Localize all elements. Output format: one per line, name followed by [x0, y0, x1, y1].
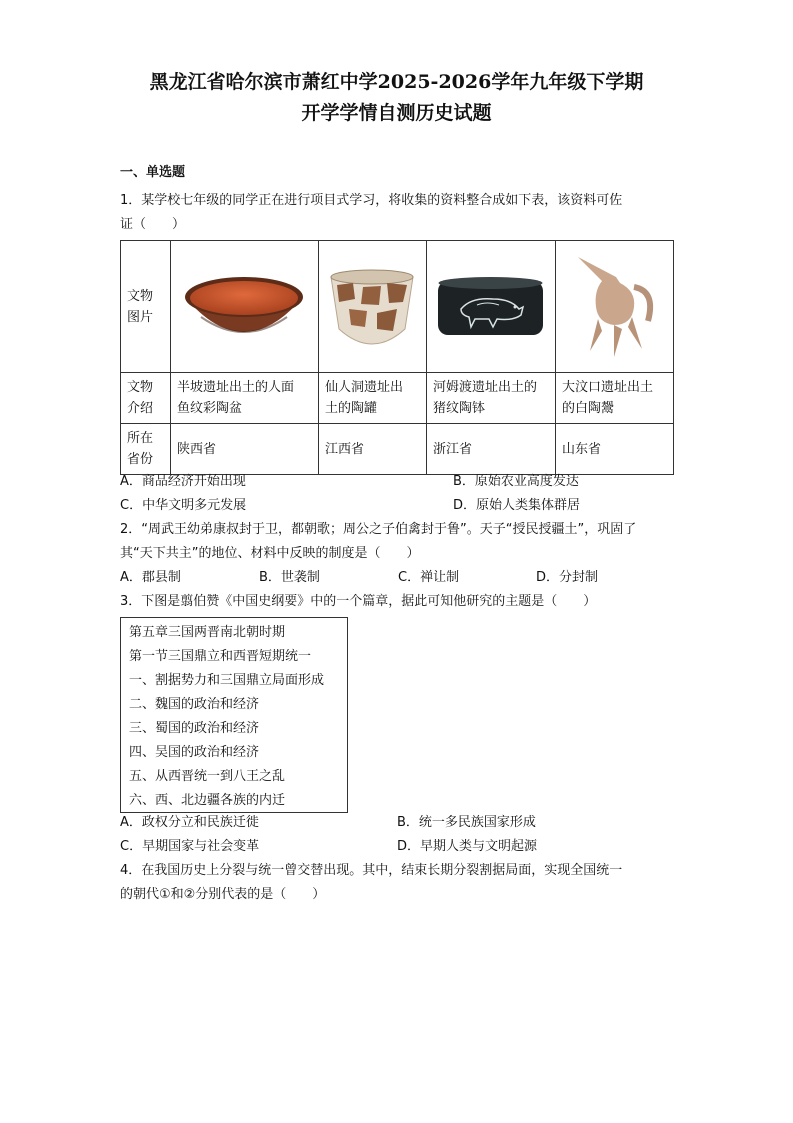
book-chapter-outline: [120, 617, 348, 813]
q3-option-c[interactable]: C．早期国家与社会变革: [120, 839, 260, 854]
intro-line: 鱼纹彩陶盆: [177, 401, 243, 416]
row-header-line: 文物: [127, 380, 154, 395]
artifact-province: 陕西省: [171, 424, 319, 475]
table-row: [121, 424, 674, 475]
row-header: [121, 373, 171, 424]
artifact-intro: [427, 373, 556, 424]
row-header-line: 省份: [127, 452, 154, 467]
outline-line: 二、魏国的政治和经济: [129, 697, 260, 712]
row-header: [121, 424, 171, 475]
row-header-line: 文物: [127, 288, 154, 304]
artifact-province: 浙江省: [427, 424, 556, 475]
q4-stem-line2: 的朝代①和②分别代表的是（ ）: [120, 887, 326, 902]
outline-line: 一、割据势力和三国鼎立局面形成: [129, 673, 325, 688]
intro-line: 河姆渡遗址出土的: [433, 380, 538, 395]
artifact-intro: [319, 373, 427, 424]
intro-line: 土的陶罐: [325, 401, 378, 416]
pig-pattern-bowl-icon: [427, 247, 554, 367]
outline-line: 五、从西晋统一到八王之乱: [129, 769, 286, 784]
artifact-image-cell: [171, 241, 319, 373]
artifact-province: 江西省: [319, 424, 427, 475]
outline-line: 六、西、北边疆各族的内迁: [129, 793, 286, 808]
artifact-image-cell: [556, 241, 674, 373]
outline-line: 四、吴国的政治和经济: [129, 745, 260, 760]
q3-option-d[interactable]: D．早期人类与文明起源: [397, 839, 538, 854]
q3-option-b[interactable]: B．统一多民族国家形成: [397, 815, 536, 830]
page-title-line1: 黑龙江省哈尔滨市萧红中学2025-2026学年九年级下学期: [149, 71, 644, 93]
intro-line: 大汶口遗址出土: [562, 380, 654, 395]
q2-option-a[interactable]: A．郡县制: [120, 570, 181, 585]
artifact-table: [120, 240, 674, 475]
q1-option-c[interactable]: C．中华文明多元发展: [120, 498, 247, 513]
intro-line: 半坡遗址出土的人面: [177, 380, 295, 395]
outline-line: 三、蜀国的政治和经济: [129, 721, 260, 736]
row-header: [121, 241, 171, 373]
q3-option-a[interactable]: A．政权分立和民族迁徙: [120, 815, 259, 830]
intro-line: 的白陶鬶: [562, 401, 615, 416]
artifact-intro: [556, 373, 674, 424]
row-header-line: 所在: [127, 431, 154, 446]
q1-stem-line2: 证（ ）: [120, 217, 186, 232]
table-row: [121, 241, 674, 373]
section-heading: 一、单选题: [120, 165, 186, 180]
table-row: [121, 373, 674, 424]
q1-stem-line1: 1．某学校七年级的同学正在进行项目式学习，将收集的资料整合成如下表，该资料可佐: [120, 193, 623, 208]
q2-option-d[interactable]: D．分封制: [536, 570, 599, 585]
outline-line: 第五章三国两晋南北朝时期: [129, 625, 286, 640]
white-pottery-gui-icon: [556, 247, 672, 367]
q2-option-c[interactable]: C．禅让制: [398, 570, 460, 585]
row-header-line: 图片: [127, 309, 154, 325]
pottery-jar-icon: [319, 247, 425, 367]
q1-option-d[interactable]: D．原始人类集体群居: [453, 498, 581, 513]
q2-stem-line2: 其“天下共主”的地位、材料中反映的制度是（ ）: [120, 546, 420, 561]
artifact-province: 山东省: [556, 424, 674, 475]
artifact-intro: [171, 373, 319, 424]
outline-line: 第一节三国鼎立和西晋短期统一: [129, 649, 312, 664]
q1-option-b[interactable]: B．原始农业高度发达: [453, 474, 579, 489]
page-title-line2: 开学学情自测历史试题: [301, 102, 492, 124]
q2-stem-line1: 2．“周武王幼弟康叔封于卫，都朝歌；周公之子伯禽封于鲁”。天子“授民授疆土”，巩固了: [120, 522, 637, 537]
q1-option-a[interactable]: A．商品经济开始出现: [120, 474, 246, 489]
artifact-image-cell: [427, 241, 556, 373]
painted-pottery-basin-icon: [171, 247, 317, 367]
q4-stem-line1: 4．在我国历史上分裂与统一曾交替出现。其中，结束长期分裂割据局面，实现全国统一: [120, 863, 623, 878]
intro-line: 仙人洞遗址出: [325, 380, 404, 395]
intro-line: 猪纹陶钵: [433, 401, 486, 416]
q2-option-b[interactable]: B．世袭制: [259, 570, 320, 585]
q3-stem: 3．下图是翦伯赞《中国史纲要》中的一个篇章，据此可知他研究的主题是（ ）: [120, 594, 597, 609]
artifact-image-cell: [319, 241, 427, 373]
row-header-line: 介绍: [127, 401, 154, 416]
